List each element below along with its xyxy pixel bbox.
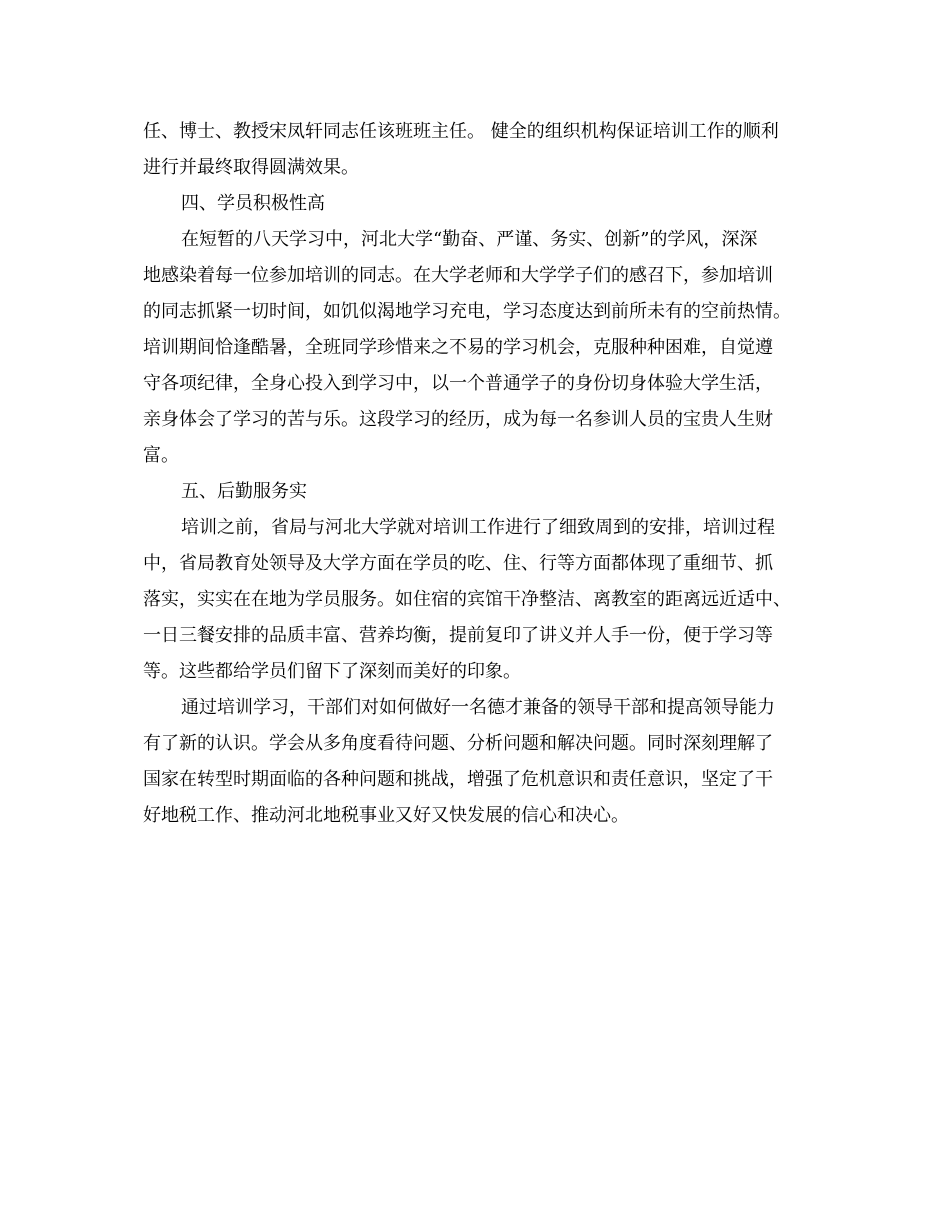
paragraph-line: 守各项纪律，全身心投入到学习中，以一个普通学子的身份切身体验大学生活， bbox=[143, 373, 773, 394]
paragraph-line: 亲身体会了学习的苦与乐。这段学习的经历，成为每一名参训人员的宝贵人生财 bbox=[143, 409, 773, 430]
paragraph-line: 落实，实实在在地为学员服务。如住宿的宾馆干净整洁、离教室的距离远近适中、 bbox=[143, 589, 791, 610]
paragraph-line: 通过培训学习，干部们对如何做好一名德才兼备的领导干部和提高领导能力 bbox=[181, 697, 775, 718]
paragraph-line: 在短暂的八天学习中，河北大学“勤奋、严谨、务实、创新”的学风，深深 bbox=[181, 229, 758, 250]
paragraph-line: 富。 bbox=[143, 445, 179, 466]
paragraph-line: 中，省局教育处领导及大学方面在学员的吃、住、行等方面都体现了重细节、抓 bbox=[143, 553, 773, 574]
section-heading: 五、后勤服务实 bbox=[181, 481, 307, 502]
paragraph-line: 好地税工作、推动河北地税事业又好又快发展的信心和决心。 bbox=[143, 805, 629, 826]
section-heading: 四、学员积极性高 bbox=[181, 193, 325, 214]
paragraph-line: 培训期间恰逢酷暑，全班同学珍惜来之不易的学习机会，克服种种困难，自觉遵 bbox=[143, 337, 773, 358]
paragraph-line: 有了新的认识。学会从多角度看待问题、分析问题和解决问题。同时深刻理解了 bbox=[143, 733, 773, 754]
paragraph-line: 培训之前，省局与河北大学就对培训工作进行了细致周到的安排，培训过程 bbox=[181, 517, 775, 538]
paragraph-line: 一日三餐安排的品质丰富、营养均衡，提前复印了讲义并人手一份，便于学习等 bbox=[143, 625, 773, 646]
paragraph-line: 任、博士、教授宋凤轩同志任该班班主任。 健全的组织机构保证培训工作的顺利 bbox=[143, 121, 779, 142]
paragraph-line: 的同志抓紧一切时间，如饥似渴地学习充电，学习态度达到前所未有的空前热情。 bbox=[143, 301, 791, 322]
document-body bbox=[143, 114, 815, 834]
paragraph-line: 地感染着每一位参加培训的同志。在大学老师和大学学子们的感召下，参加培训 bbox=[143, 265, 773, 286]
paragraph-line: 国家在转型时期面临的各种问题和挑战，增强了危机意识和责任意识，坚定了干 bbox=[143, 769, 773, 790]
paragraph-line: 等。这些都给学员们留下了深刻而美好的印象。 bbox=[143, 661, 521, 682]
paragraph-line: 进行并最终取得圆满效果。 bbox=[143, 157, 359, 178]
